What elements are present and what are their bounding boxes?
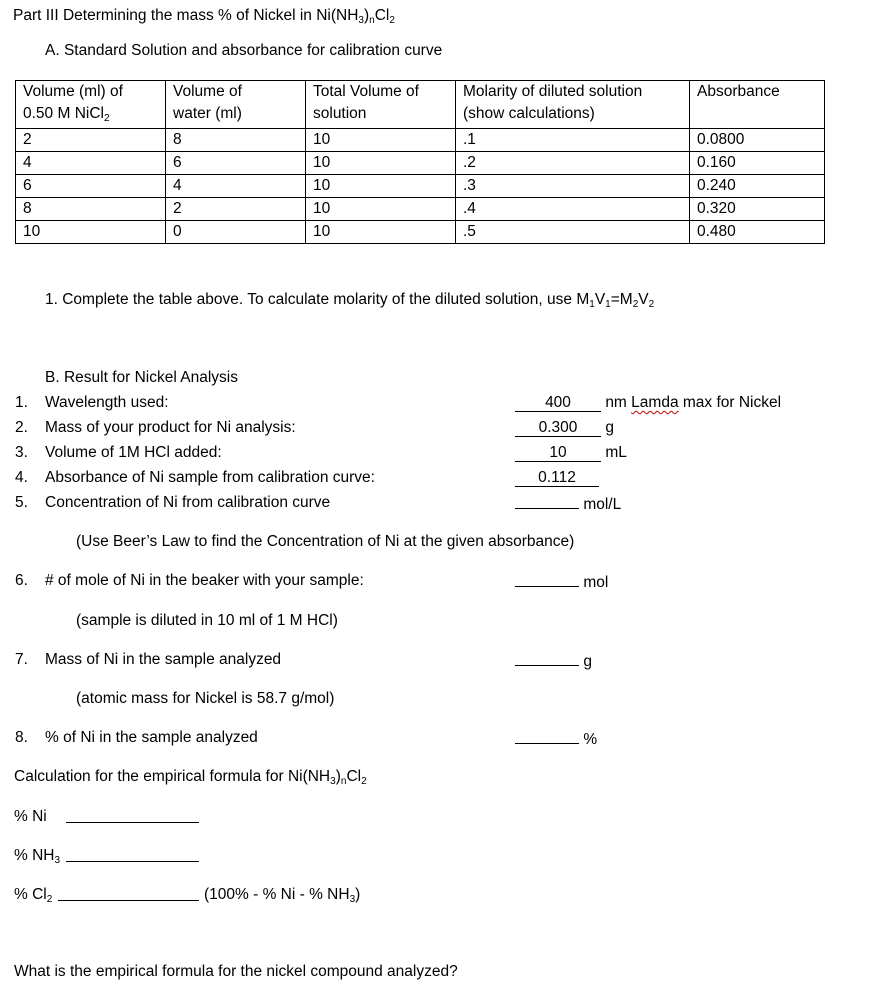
result-label: Volume of 1M HCl added: (45, 444, 222, 461)
result-value-field[interactable]: 0.112 (515, 469, 599, 487)
table-cell: .2 (456, 152, 690, 175)
calibration-table (15, 80, 825, 244)
mass-ni-field[interactable] (515, 651, 592, 671)
result-unit: mol/L (583, 496, 622, 513)
table-header-row (16, 81, 825, 129)
page-title: Part III Determining the mass % of Nickel in $Ni(NH_3)_nCl_2$ (13, 7, 395, 26)
table-cell: 0.240 (690, 175, 825, 198)
table-cell: 8 (16, 198, 166, 221)
section-b-heading: B. Result for Nickel Analysis (45, 369, 238, 386)
result-unit: g (583, 653, 592, 670)
pct-cl2-field[interactable] (58, 886, 199, 906)
result-number: 1. (15, 394, 28, 411)
table-cell: .1 (456, 129, 690, 152)
table-cell: 8 (166, 129, 306, 152)
table-row (16, 221, 825, 244)
result-label: Absorbance of Ni sample from calibration curve: (45, 469, 375, 486)
result-label: Mass of your product for Ni analysis: (45, 419, 296, 436)
pct-nh3-row: % $NH_3$ (14, 847, 61, 866)
header-cell: Volume (ml) of 0.50 M NiCl$_2$ (16, 81, 166, 129)
result-number: 2. (15, 419, 28, 436)
percent-ni-field[interactable] (515, 729, 597, 749)
pct-ni-row: % Ni (14, 808, 47, 825)
table-cell: 6 (166, 152, 306, 175)
result-number: 6. (15, 572, 28, 589)
result-unit: nm (605, 394, 627, 411)
result-value-field[interactable]: 0.300 g (515, 419, 614, 437)
table-cell: 10 (16, 221, 166, 244)
table-cell: 10 (306, 175, 456, 198)
result-unit-extra: Lamda (631, 394, 679, 411)
table-cell: 2 (16, 129, 166, 152)
pct-nh3-field[interactable] (66, 847, 199, 867)
table-cell: .4 (456, 198, 690, 221)
table-cell: .3 (456, 175, 690, 198)
result-value-field[interactable]: 10 mL (515, 444, 627, 462)
pct-cl2-row: % $Cl_2$ (14, 886, 53, 905)
result-value-field[interactable]: 400 nm Lamda max for Nickel (515, 394, 781, 412)
calc-heading: Calculation for the empirical formula for $Ni(NH_3)_nCl_2$ (14, 768, 367, 787)
result-number: 8. (15, 729, 28, 746)
section-a-heading: A. Standard Solution and absorbance for calibration curve (45, 42, 443, 59)
table-cell: 10 (306, 198, 456, 221)
table-row (16, 152, 825, 175)
result-unit: % (583, 731, 598, 748)
result-label: Concentration of Ni from calibration curve (45, 494, 331, 511)
mole-ni-field[interactable] (515, 572, 608, 592)
header-cell: Volume of water (ml) (166, 81, 306, 129)
table-cell: 4 (166, 175, 306, 198)
note-dilution: (sample is diluted in 10 ml of 1 M HCl) (76, 612, 338, 629)
table-cell: 10 (306, 152, 456, 175)
table-cell: 10 (306, 221, 456, 244)
result-label: % of Ni in the sample analyzed (45, 729, 258, 746)
table-cell: 0 (166, 221, 306, 244)
result-label: Mass of Ni in the sample analyzed (45, 651, 282, 668)
result-number: 5. (15, 494, 28, 511)
note-beers-law: (Use Beer’s Law to find the Concentration of Ni at the given absorbance) (76, 533, 575, 550)
result-value-field[interactable] (515, 494, 621, 514)
instruction-1: 1. Complete the table above. To calculate molarity of the diluted solution, use $M_1V_1=M_2V_2$ (45, 291, 655, 310)
header-cell: Absorbance (690, 81, 825, 129)
result-number: 3. (15, 444, 28, 461)
table-cell: 0.160 (690, 152, 825, 175)
final-question: What is the empirical formula for the nickel compound analyzed? (14, 963, 458, 980)
result-unit: mol (583, 574, 609, 591)
table-cell: 0.480 (690, 221, 825, 244)
result-number: 4. (15, 469, 28, 486)
table-row (16, 129, 825, 152)
table-cell: 0.320 (690, 198, 825, 221)
table-row (16, 175, 825, 198)
result-number: 7. (15, 651, 28, 668)
pct-ni-field[interactable] (66, 808, 199, 828)
header-cell: Molarity of diluted solution (show calculations) (456, 81, 690, 129)
note-atomic-mass: (atomic mass for Nickel is 58.7 g/mol) (76, 690, 335, 707)
result-label: # of mole of Ni in the beaker with your sample: (45, 572, 364, 589)
table-cell: 10 (306, 129, 456, 152)
table-row (16, 198, 825, 221)
table-cell: 2 (166, 198, 306, 221)
header-cell: Total Volume of solution (306, 81, 456, 129)
table-cell: 0.0800 (690, 129, 825, 152)
result-unit: g (605, 419, 614, 436)
result-label: Wavelength used: (45, 394, 169, 411)
result-unit: mL (605, 444, 627, 461)
table-cell: 4 (16, 152, 166, 175)
cl2-formula-note: (100% - % Ni - % $NH_3$) (204, 886, 361, 905)
table-cell: .5 (456, 221, 690, 244)
table-cell: 6 (16, 175, 166, 198)
